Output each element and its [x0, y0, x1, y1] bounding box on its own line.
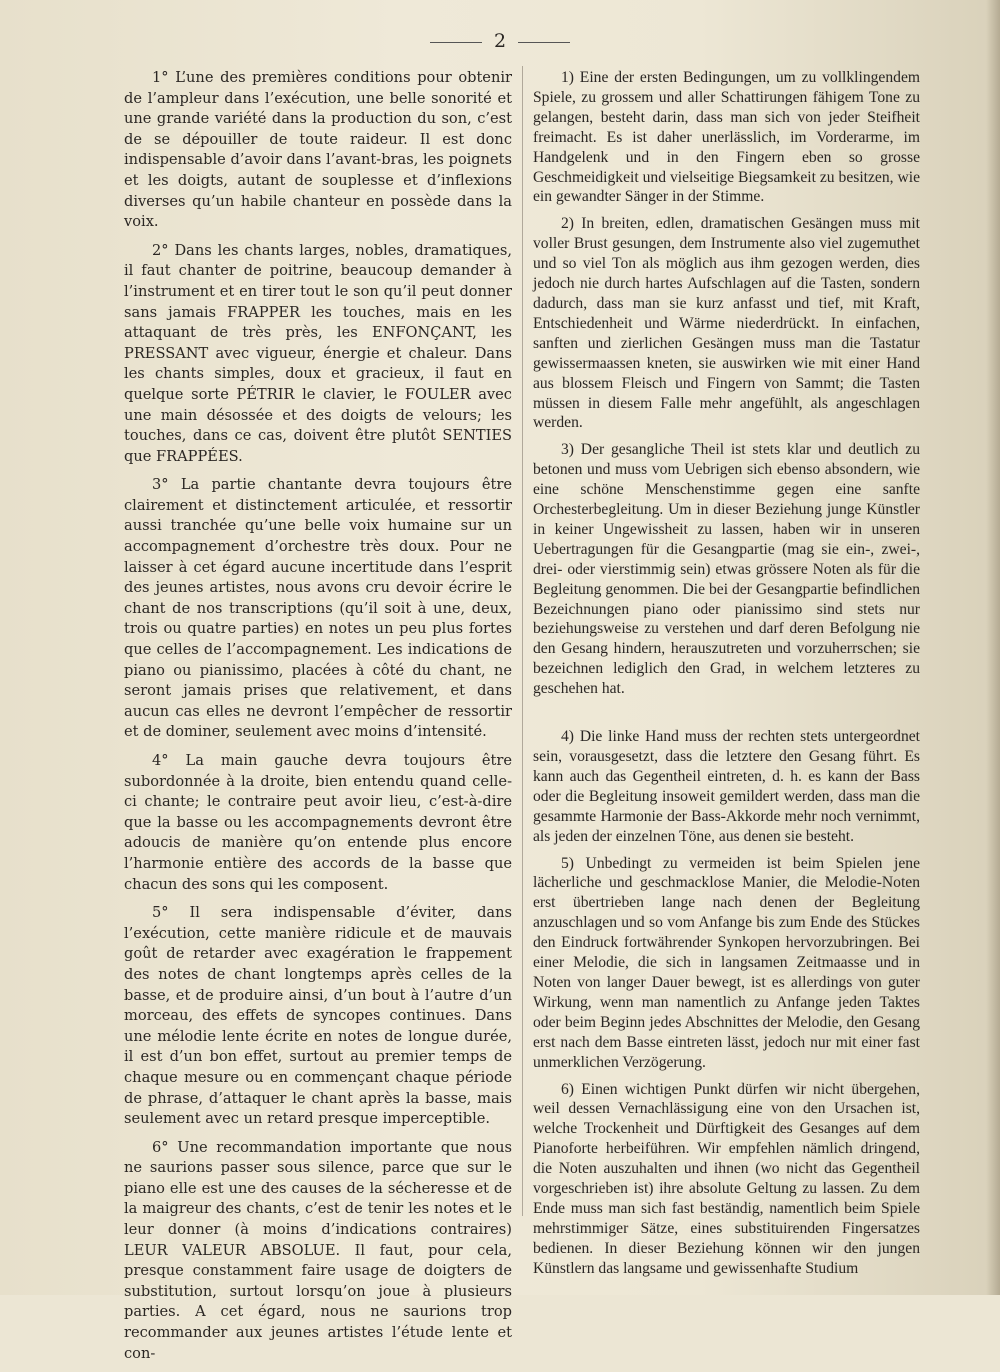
french-paragraph-6: 6° Une recommandation importante que nous ne saurions passer sous silence, parce que sur le piano elle est une des causes de la sécheresse et de la maigreur des chants, c’est de tenir les notes et le leur donner (à moins d’indications contraires) LEUR VALEUR ABSOLUE. Il faut, pour cela, presque constamment faire usage de doigters de substitution, surtout lorsqu’on joue à plusieurs parties. A cet égard, nous ne saurions trop recommander aux jeunes artistes l’étude lente et con-: [124, 1138, 512, 1362]
french-paragraph-2: 2° Dans les chants larges, nobles, dramatiques, il faut chanter de poitrine, beaucoup demander à l’instrument et en tirer tout le son qu’il peut donner sans jamais FRAPPER les touches, mais en les attaquant de très près, les ENFONÇANT, les PRESSANT avec vigueur, énergie et chaleur. Dans les chants simples, doux et gracieux, il faut en quelque sorte PÉTRIR le clavier, le FOULER avec une main désossée et des doigts de velours; les touches, dans ce cas, doivent être plutôt SENTIES que FRAPPÉES.: [124, 241, 512, 465]
header-rule-left: [430, 42, 482, 43]
german-paragraph-1: 1) Eine der ersten Bedingungen, um zu vollklingendem Spiele, zu grossem und aller Schattirungen fähigem Tone zu gelangen, besteht darin, dass man sich von jeder Steifheit freimacht. Es ist daher unerlässlich, im Vorderarme, im Handgelenk und in den Fingern eben so grosse Geschmeidigkeit und vielseitige Biegsamkeit zu besitzen, wie ein gewandter Sänger in der Stimme.: [533, 69, 920, 206]
german-paragraph-6: 6) Einen wichtigen Punkt dürfen wir nicht übergehen, weil dessen Vernachlässigung eine von den Ursachen ist, welche Trockenheit und Dürftigkeit des Gesanges auf dem Pianoforte herbeiführen. Wir empfehlen nämlich dringend, die Noten auszuhalten und ihnen (wo nicht das Gegentheil vorgeschrieben ist) ihre absolute Geltung zu lassen. Zu dem Ende muss man sich fast beständig, namentlich beim Spiele mehrstimmiger Sätze, eines substituirenden Fingersatzes bedienen. In dieser Beziehung können wir den jungen Künstlern das langsame und gewissenhafte Studium: [533, 1080, 920, 1277]
french-paragraph-3: 3° La partie chantante devra toujours être clairement et distinctement articulée, et ressortir aussi tranchée qu’une belle voix humaine sur un accompagnement d’orchestre très doux. Pour ne laisser à cet égard aucune incertitude dans l’esprit des jeunes artistes, nous avons cru devoir écrire le chant de nos transcriptions (qu’il soit à une, deux, trois ou quatre parties) en notes un peu plus fortes que celles de l’accompagnement. Les indications de piano ou pianissimo, placées à côté du chant, ne seront jamais prises que relativement, et dans aucun cas elles ne devront l’empêcher de ressortir et de dominer, seulement avec moins d’intensité.: [124, 476, 512, 741]
german-paragraph-4: 4) Die linke Hand muss der rechten stets untergeordnet sein, vorausgesetzt, dass die letztere den Gesang führt. Es kann auch das Gegentheil eintreten, d. h. es kann der Bass oder die Begleitung insoweit gemildert werden, dass man die gesammte Harmonie der Bass-Akkorde mehr noch vernimmt, als jeden der einzelnen Töne, aus denen sie besteht.: [533, 728, 920, 845]
german-paragraph-2: 2) In breiten, edlen, dramatischen Gesängen muss mit voller Brust gesungen, dem Instrumente also viel zugemuthet und so viel Ton als möglich aus ihm gezogen werden, dies jedoch nie durch hartes Aufschlagen auf die Tasten, sondern dadurch, dass man sie kurz anfasst und tief, mit Kraft, Entschiedenheit und Wärme niederdrückt. In einfachen, sanften und zierlichen Gesängen muss man die Tastatur gewissermaassen kneten, sie auswirken wie mit einer Hand aus blossem Fleisch und Fingern von Sammt; die Tasten müssen in diesem Falle mehr angefühlt, als angeschlagen werden.: [533, 215, 920, 432]
column-divider: [522, 66, 523, 1216]
german-column: [533, 68, 920, 1286]
page-number: 2: [493, 30, 507, 52]
german-paragraph-5: 5) Unbedingt zu vermeiden ist beim Spielen jene lächerliche und geschmacklose Manier, die Melodie-Noten erst übertrieben lange nach denen der Begleitung anzuschlagen und so vom Anfange bis zum Ende des Stückes den Eindruck fortwährender Synkopen hervorzubringen. Bei einer Melodie, die sich in langsamen Zeitmaasse und in Noten von langer Dauer bewegt, ist es allerdings von guter Wirkung, wenn man namentlich zu Anfange jeden Taktes oder beim Beginn jedes Abschnittes der Melodie, den Gesang erst nach dem Basse eintreten lässt, jedoch nur mit einer fast unmerklichen Verzögerung.: [533, 854, 920, 1071]
page-header: [0, 30, 1000, 52]
french-paragraph-5: 5° Il sera indispensable d’éviter, dans l’exécution, cette manière ridicule et de mauvais goût de retarder avec exagération le frappement des notes de chant longtemps après celles de la basse, et de produire ainsi, d’un bout à l’autre d’un morceau, des effets de syncopes continues. Dans une mélodie lente écrite en notes de longue durée, il est d’un bon effet, surtout au premier temps de chaque mesure ou en commençant chaque période de phrase, d’attaquer le chant après la basse, mais seulement avec un retard presque imperceptible.: [124, 904, 512, 1128]
header-rule-right: [518, 42, 570, 43]
german-paragraph-3: 3) Der gesangliche Theil ist stets klar und deutlich zu betonen und muss vom Uebrigen sich ebenso absondern, wie eine schöne Menschenstimme gegen eine sanfte Orchesterbegleitung. Um in dieser Beziehung junge Künstler in keiner Ungewissheit zu lassen, haben wir in unseren Uebertragungen für die Gesangpartie (mag sie ein-, zwei-, drei- oder vierstimmig sein) etwas grössere Noten als für die Begleitung genommen. Die bei der Gesangpartie befindlichen Bezeichnungen piano oder pianissimo sind stets nur beziehungsweise zu verstehen und darf deren Befolgung nie den Gesang hindern, herauszutreten und vorzuherrschen; sie bezeichnen lediglich den Grad, in welchem letzteres zu geschehen hat.: [533, 441, 920, 698]
french-paragraph-1: 1° L’une des premières conditions pour obtenir de l’ampleur dans l’exécution, une belle sonorité et une grande variété dans la production du son, c’est de se dépouiller de toute raideur. Il est donc indispensable d’avoir dans l’avant-bras, les poignets et les doigts, autant de souplesse et d’inflexions diverses qu’un habile chanteur en possède dans la voix.: [124, 69, 512, 231]
french-paragraph-4: 4° La main gauche devra toujours être subordonnée à la droite, bien entendu quand celle-ci chante; le contraire peut avoir lieu, c’est-à-dire que la basse ou les accompagnements devront être adoucis de manière qu’on entende plus encore l’harmonie entière des accords de la basse que chacun des sons qui les composent.: [124, 752, 512, 893]
french-column: [124, 68, 512, 1372]
